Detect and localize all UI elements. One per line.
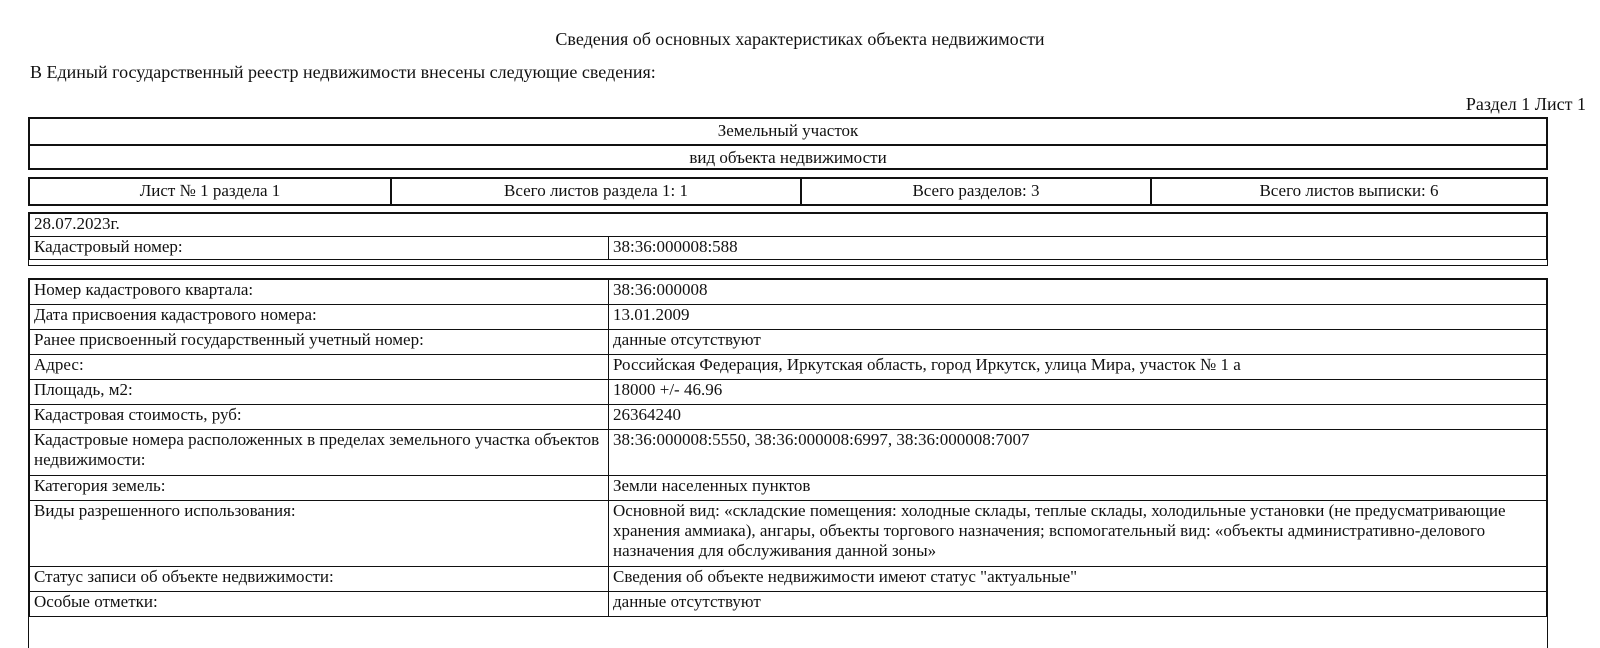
- table-row: [30, 476, 1547, 501]
- row-label: Ранее присвоенный государственный учетный номер:: [30, 330, 609, 355]
- section-sheets-total-cell: Всего листов раздела 1: 1: [392, 179, 802, 204]
- cadastral-number-value: 38:36:000008:588: [609, 237, 1547, 260]
- row-value: Сведения об объекте недвижимости имеют статус "актуальные": [609, 567, 1547, 592]
- date-row: [30, 214, 1547, 237]
- sheet-info-row: [28, 177, 1548, 206]
- row-label: Адрес:: [30, 355, 609, 380]
- sections-total-cell: Всего разделов: 3: [802, 179, 1152, 204]
- row-label: Виды разрешенного использования:: [30, 501, 609, 567]
- sheet-number-cell: Лист № 1 раздела 1: [30, 179, 392, 204]
- table-row: [30, 305, 1547, 330]
- row-value: 26364240: [609, 405, 1547, 430]
- table-row: [30, 380, 1547, 405]
- row-label: Особые отметки:: [30, 592, 609, 617]
- cadastral-header-box: [28, 212, 1548, 266]
- object-name: Земельный участок: [717, 121, 859, 140]
- row-label: Номер кадастрового квартала:: [30, 280, 609, 305]
- row-label: Дата присвоения кадастрового номера:: [30, 305, 609, 330]
- intro-text: В Единый государственный реестр недвижимости внесены следующие сведения:: [30, 62, 656, 82]
- table-row: [30, 280, 1547, 305]
- row-label: Кадастровая стоимость, руб:: [30, 405, 609, 430]
- table-row: [30, 567, 1547, 592]
- object-kind-caption: вид объекта недвижимости: [30, 144, 1546, 170]
- row-value: Основной вид: «складские помещения: холодные склады, теплые склады, холодильные установки (не предусматривающие хранения аммиака), ангары, объекты торгового назначения; вспомогательный вид: «объекты административно-делового назначения для обслуживания данной зоны»: [609, 501, 1547, 567]
- row-value: Российская Федерация, Иркутская область, город Иркутск, улица Мира, участок № 1 а: [609, 355, 1547, 380]
- table-row: [30, 405, 1547, 430]
- extract-sheets-total-cell: Всего листов выписки: 6: [1259, 181, 1439, 200]
- row-value: 38:36:000008:5550, 38:36:000008:6997, 38:36:000008:7007: [609, 430, 1547, 476]
- row-value: данные отсутствуют: [609, 330, 1547, 355]
- row-label: Площадь, м2:: [30, 380, 609, 405]
- section-reference: Раздел 1 Лист 1: [1465, 94, 1586, 114]
- row-label: Категория земель:: [30, 476, 609, 501]
- object-header-box: [28, 117, 1548, 170]
- table-row: [30, 430, 1547, 476]
- cadastral-header-table: [29, 213, 1547, 260]
- characteristics-table: [29, 279, 1547, 617]
- row-value: 38:36:000008: [609, 280, 1547, 305]
- extract-date: 28.07.2023г.: [30, 214, 1547, 237]
- cadastral-number-row: [30, 237, 1547, 260]
- row-value: данные отсутствуют: [609, 592, 1547, 617]
- table-row: [30, 592, 1547, 617]
- table-row: [30, 330, 1547, 355]
- table-row: [30, 501, 1547, 567]
- row-value: 13.01.2009: [609, 305, 1547, 330]
- cadastral-number-label: Кадастровый номер:: [30, 237, 609, 260]
- row-label: Статус записи об объекте недвижимости:: [30, 567, 609, 592]
- table-row: [30, 355, 1547, 380]
- row-label: Кадастровые номера расположенных в пределах земельного участка объектов недвижимости:: [30, 430, 609, 476]
- row-value: Земли населенных пунктов: [609, 476, 1547, 501]
- characteristics-box: [28, 278, 1548, 648]
- document-title: Сведения об основных характеристиках объекта недвижимости: [555, 29, 1045, 49]
- row-value: 18000 +/- 46.96: [609, 380, 1547, 405]
